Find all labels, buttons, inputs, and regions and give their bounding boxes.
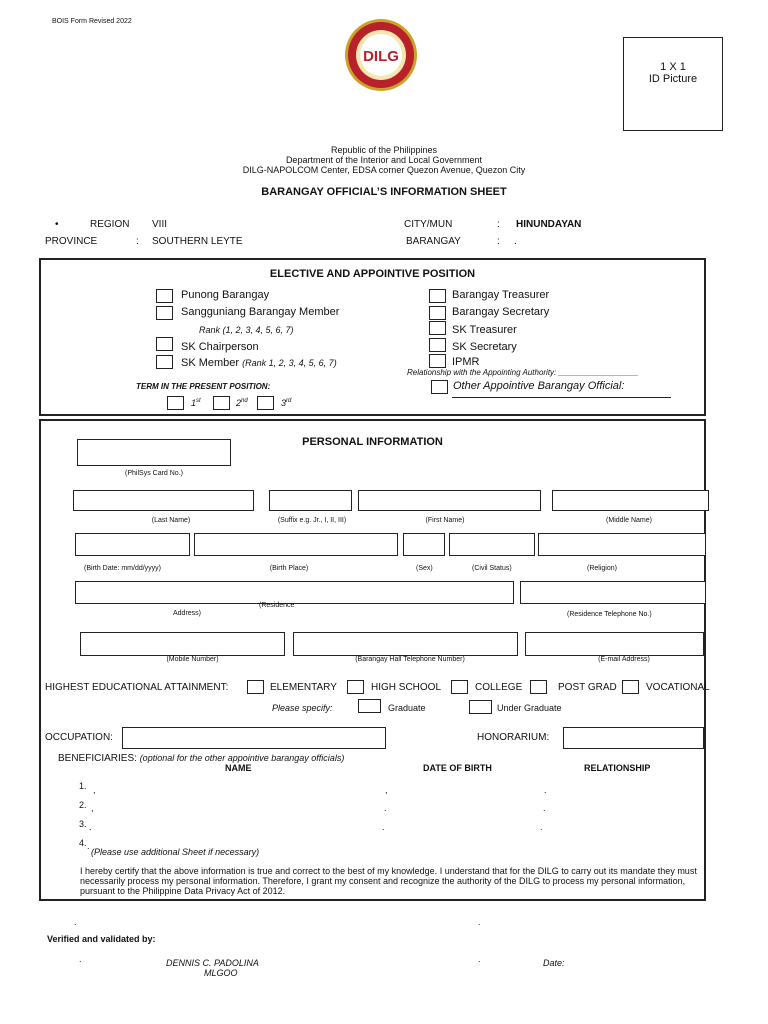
barangay-label: BARANGAY <box>406 236 461 247</box>
other-appointive-label: Other Appointive Barangay Official: <box>453 380 625 392</box>
verified-dot-left: . <box>79 954 82 964</box>
sk-member-label <box>181 357 337 369</box>
last-name-label: (Last Name) <box>151 517 191 524</box>
beneficiary-row-2-dob[interactable]: . <box>384 803 387 813</box>
term-1st-checkbox[interactable] <box>167 396 184 410</box>
email-label: (E-mail Address) <box>598 656 650 663</box>
occupation-input[interactable] <box>122 727 386 749</box>
under-graduate-label: Under Graduate <box>497 703 562 713</box>
religion-label: (Religion) <box>587 565 617 572</box>
birth-place-label: (Birth Place) <box>269 565 309 572</box>
honorarium-label: HONORARIUM: <box>477 732 550 743</box>
suffix-input[interactable] <box>269 490 352 511</box>
date-label: Date: <box>543 958 565 968</box>
birth-date-label: (Birth Date: mm/dd/yyyy) <box>84 565 162 572</box>
suffix-label: (Suffix e.g. Jr., I, II, III) <box>277 517 347 524</box>
header-line3: DILG-NAPOLCOM Center, EDSA corner Quezon Avenue, Quezon City <box>242 165 526 175</box>
term-3rd-checkbox[interactable] <box>257 396 274 410</box>
email-input[interactable] <box>525 632 704 656</box>
middle-name-input[interactable] <box>552 490 709 511</box>
term-2nd-checkbox[interactable] <box>213 396 230 410</box>
college-checkbox[interactable] <box>451 680 468 694</box>
province-label: PROVINCE <box>45 236 98 247</box>
certification-text: I hereby certify that the above information is true and correct to the best of my knowledge. I understand that for the DILG to carry out its mandate they must necessarily process my personal information. Therefore, I grant my consent and recognize the authority of the DILG to process my personal information, pursuant to the Philippine Data Privacy Act of 2012. <box>80 866 697 896</box>
term-1st-sup: st <box>196 398 201 404</box>
high-school-label: HIGH SCHOOL <box>371 682 442 693</box>
signature-dot-left: . <box>74 917 77 927</box>
beneficiary-row-3-name[interactable]: . <box>89 822 92 832</box>
region-bullet: • <box>55 219 59 230</box>
city-colon: : <box>497 219 500 230</box>
province-colon: : <box>136 236 139 247</box>
residence-label: (Residence <box>259 602 295 609</box>
col-dob-header: DATE OF BIRTH <box>423 763 492 773</box>
position-title: ELECTIVE AND APPOINTIVE POSITION <box>269 268 476 280</box>
secretary-checkbox[interactable] <box>429 306 446 320</box>
term-2nd-label <box>236 398 248 408</box>
officer-name: DENNIS C. PADOLINA <box>166 958 259 968</box>
beneficiary-row-3-rel[interactable]: . <box>540 822 543 832</box>
other-appointive-checkbox[interactable] <box>431 380 448 394</box>
mobile-label: (Mobile Number) <box>166 656 219 663</box>
college-label: COLLEGE <box>475 682 523 693</box>
sk-member-rank: (Rank 1, 2, 3, 4, 5, 6, 7) <box>242 358 337 368</box>
address-label: Address) <box>173 610 202 617</box>
residence-address-input[interactable] <box>75 581 514 604</box>
mobile-input[interactable] <box>80 632 285 656</box>
form-title: BARANGAY OFFICIAL’S INFORMATION SHEET <box>261 186 507 198</box>
high-school-checkbox[interactable] <box>347 680 364 694</box>
province-value[interactable]: SOUTHERN LEYTE <box>152 236 243 247</box>
sex-input[interactable] <box>403 533 445 556</box>
id-picture-line2: ID Picture <box>648 73 698 85</box>
under-graduate-checkbox[interactable] <box>469 700 492 714</box>
beneficiaries-heading <box>58 753 344 764</box>
id-picture-line1: 1 X 1 <box>660 61 686 73</box>
barangay-colon: : <box>497 236 500 247</box>
term-1st-num: 1 <box>191 398 197 408</box>
other-appointive-line[interactable] <box>452 397 671 398</box>
sk-member-text: SK Member <box>181 357 240 369</box>
beneficiary-row-1-num: 1. <box>79 781 87 791</box>
sangguniang-checkbox[interactable] <box>156 306 173 320</box>
birth-date-input[interactable] <box>75 533 190 556</box>
beneficiary-row-4-num: 4. <box>79 838 87 848</box>
sk-secretary-checkbox[interactable] <box>429 338 446 352</box>
relationship-note: Relationship with the Appointing Authority: __________________ <box>407 368 639 377</box>
col-rel-header: RELATIONSHIP <box>584 763 651 773</box>
rank-note: Rank (1, 2, 3, 4, 5, 6, 7) <box>199 325 294 335</box>
city-value[interactable]: HINUNDAYAN <box>516 219 582 230</box>
occupation-label: OCCUPATION: <box>45 732 113 743</box>
civil-status-label: (Civil Status) <box>472 565 512 572</box>
sex-label: (Sex) <box>416 565 433 572</box>
sk-treasurer-label: SK Treasurer <box>452 324 517 336</box>
civil-status-input[interactable] <box>449 533 535 556</box>
birth-place-input[interactable] <box>194 533 398 556</box>
brgy-tel-label: (Barangay Hall Telephone Number) <box>355 656 465 663</box>
graduate-label: Graduate <box>388 703 426 713</box>
graduate-checkbox[interactable] <box>358 699 381 713</box>
sk-member-checkbox[interactable] <box>156 355 173 369</box>
treasurer-label: Barangay Treasurer <box>452 289 550 301</box>
post-grad-label: POST GRAD <box>558 682 617 693</box>
id-picture-box[interactable] <box>623 37 723 131</box>
region-value[interactable]: VIII <box>152 219 168 230</box>
vocational-label: VOCATIONAL <box>646 682 710 693</box>
beneficiary-row-1-rel[interactable]: . <box>544 785 547 795</box>
elementary-checkbox[interactable] <box>247 680 264 694</box>
secretary-label: Barangay Secretary <box>452 306 550 318</box>
beneficiary-row-2-rel[interactable]: . <box>543 803 546 813</box>
verified-label: Verified and validated by: <box>47 934 156 944</box>
religion-input[interactable] <box>538 533 706 556</box>
beneficiaries-note: (optional for the other appointive barangay officials) <box>139 753 345 763</box>
sangguniang-label: Sangguniang Barangay Member <box>181 306 340 318</box>
barangay-value[interactable]: . <box>514 236 517 247</box>
sk-chair-checkbox[interactable] <box>156 337 173 351</box>
residence-tel-input[interactable] <box>520 581 706 604</box>
ipmr-label: IPMR <box>452 356 480 368</box>
header-line2: Department of the Interior and Local Government <box>285 155 483 165</box>
first-name-label: (First Name) <box>425 517 465 524</box>
position-section <box>39 258 706 416</box>
term-2nd-sup: nd <box>241 398 248 404</box>
elementary-label: ELEMENTARY <box>270 682 337 693</box>
treasurer-checkbox[interactable] <box>429 289 446 303</box>
first-name-input[interactable] <box>358 490 541 511</box>
beneficiary-row-1-name[interactable]: , <box>93 785 96 795</box>
sk-secretary-label: SK Secretary <box>452 341 517 353</box>
sk-treasurer-checkbox[interactable] <box>429 321 446 335</box>
punong-barangay-label: Punong Barangay <box>181 289 270 301</box>
beneficiary-row-4-name[interactable]: . <box>87 841 90 851</box>
term-3rd-label <box>281 398 291 408</box>
term-3rd-sup: rd <box>286 398 292 404</box>
education-label: HIGHEST EDUCATIONAL ATTAINMENT: <box>45 682 229 693</box>
philsys-label: (PhilSys Card No.) <box>125 470 183 477</box>
dilg-seal-logo <box>343 17 419 93</box>
beneficiaries-label: BENEFICIARIES: <box>58 753 137 764</box>
please-specify-label: Please specify: <box>272 703 333 713</box>
beneficiary-row-1-dob[interactable]: , <box>385 785 388 795</box>
dilg-logo-text: DILG <box>363 48 399 65</box>
beneficiary-row-3-dob[interactable]: . <box>382 822 385 832</box>
sk-chair-label: SK Chairperson <box>181 341 259 353</box>
signature-dot-right: . <box>478 917 481 927</box>
beneficiary-row-3-num: 3. <box>79 819 87 829</box>
last-name-input[interactable] <box>73 490 254 511</box>
punong-barangay-checkbox[interactable] <box>156 289 173 303</box>
philsys-input[interactable] <box>77 439 231 466</box>
city-label: CITY/MUN <box>404 219 453 230</box>
personal-title: PERSONAL INFORMATION <box>302 436 443 448</box>
beneficiary-row-2-num: 2. <box>79 800 87 810</box>
residence-tel-label: (Residence Telephone No.) <box>567 611 652 618</box>
term-2nd-num: 2 <box>236 398 242 408</box>
middle-name-label: (Middle Name) <box>606 517 652 524</box>
col-name-header: NAME <box>225 763 252 773</box>
beneficiary-row-2-name[interactable]: , <box>91 803 94 813</box>
honorarium-input[interactable] <box>563 727 704 749</box>
term-3rd-num: 3 <box>281 398 287 408</box>
additional-sheet-note: (Please use additional Sheet if necessary) <box>91 847 260 857</box>
term-1st-label <box>191 398 201 408</box>
post-grad-checkbox[interactable] <box>530 680 547 694</box>
term-label: TERM IN THE PRESENT POSITION: <box>136 382 271 391</box>
brgy-tel-input[interactable] <box>293 632 518 656</box>
officer-title: MLGOO <box>204 968 238 978</box>
vocational-checkbox[interactable] <box>622 680 639 694</box>
verified-dot-right: . <box>478 954 481 964</box>
ipmr-checkbox[interactable] <box>429 354 446 368</box>
header-line1: Republic of the Philippines <box>330 145 438 155</box>
region-label: REGION <box>90 219 130 230</box>
form-revision: BOIS Form Revised 2022 <box>52 18 132 25</box>
